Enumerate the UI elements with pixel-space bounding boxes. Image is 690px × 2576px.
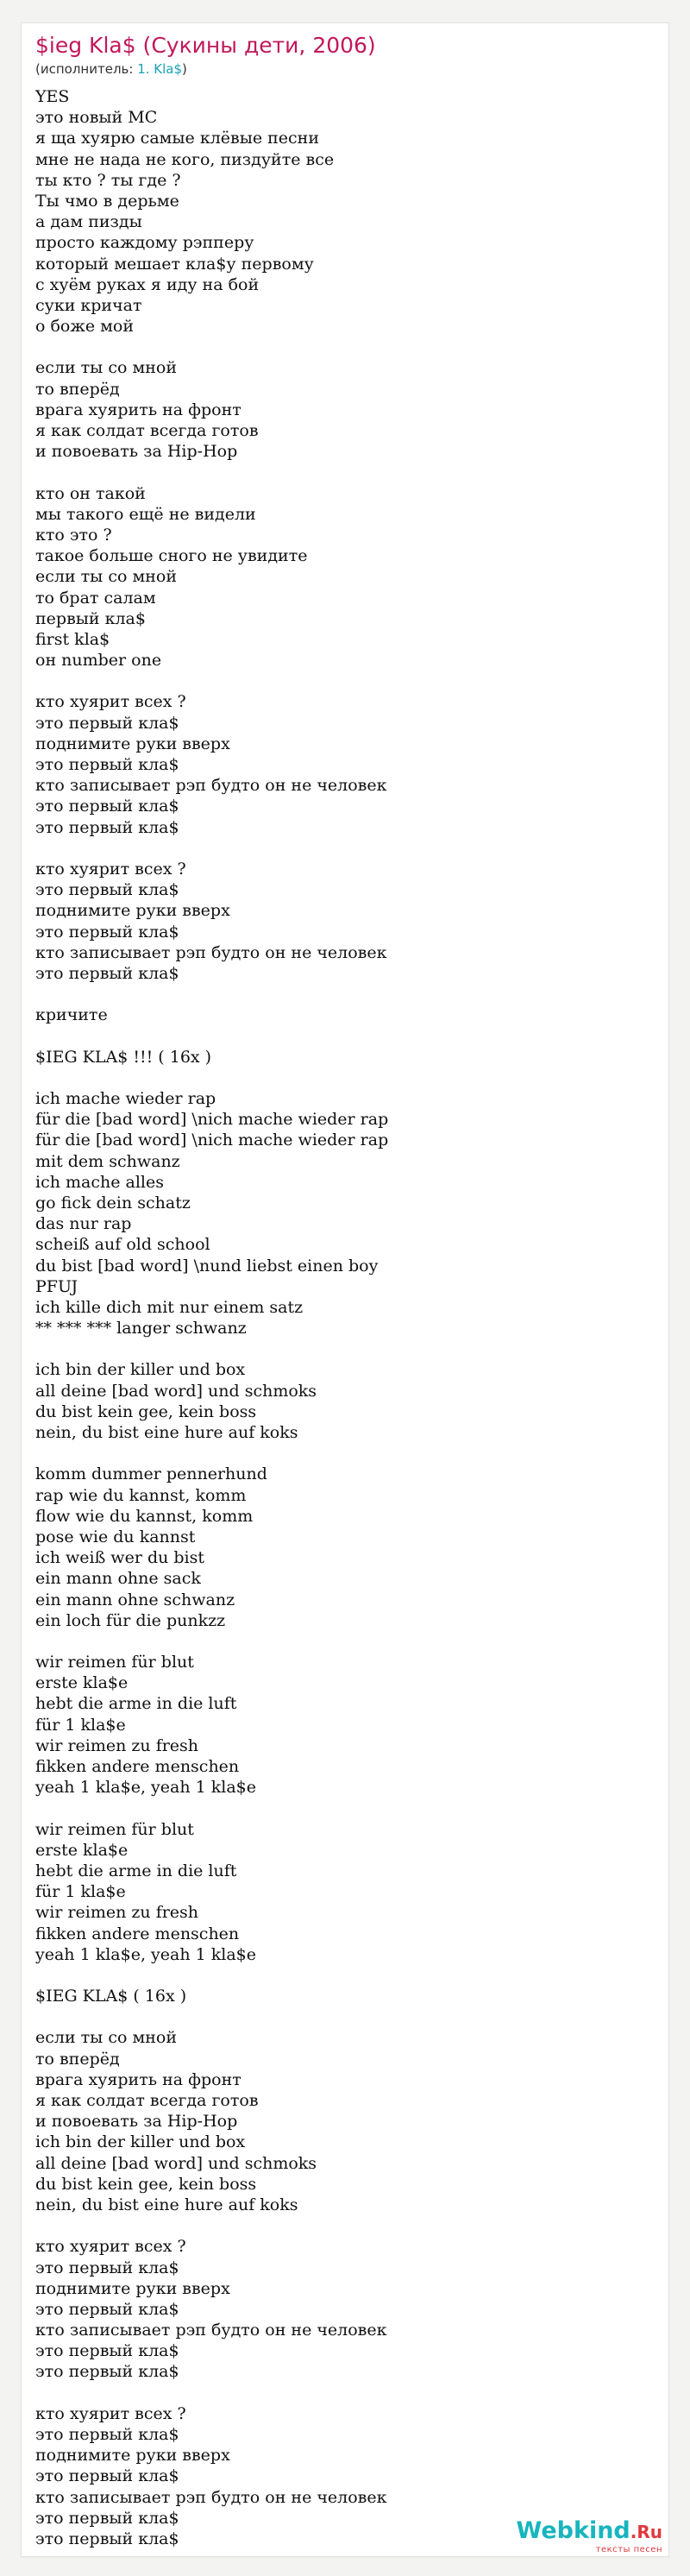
lyric-line: кто это ? (35, 525, 112, 545)
lyric-line: я ща хуярю самые клёвые песни (35, 129, 320, 148)
lyric-line: fikken andere menschen (35, 1924, 240, 1943)
lyric-line: scheiß auf old school (35, 1235, 210, 1255)
lyric-line: yeah 1 kla$e, yeah 1 kla$e (35, 1778, 256, 1798)
lyric-line: если ты со мной (35, 358, 177, 378)
lyric-line: это первый кла$ (35, 963, 179, 983)
lyric-line: это первый кла$ (35, 2508, 179, 2528)
lyric-line: кто хуярит всех ? (35, 2237, 186, 2257)
lyric-line: он number one (35, 651, 162, 671)
lyric-line: hebt die arme in die luft (35, 1694, 237, 1714)
lyric-line: wir reimen zu fresh (35, 1903, 199, 1923)
lyrics-stanza (35, 1652, 639, 1798)
lyrics-stanza (35, 1359, 639, 1443)
artist-suffix: ) (182, 61, 187, 77)
lyric-line: кричите (35, 1005, 108, 1025)
lyric-line: первый кла$ (35, 608, 146, 628)
lyric-line: это первый кла$ (35, 2258, 179, 2277)
lyric-line: это первый кла$ (35, 755, 179, 774)
lyric-line: ein mann ohne schwanz (35, 1590, 235, 1609)
lyrics-stanza (35, 86, 639, 337)
lyric-line: кто он такой (35, 483, 146, 503)
lyric-line: du bist kein gee, kein boss (35, 1401, 257, 1421)
lyric-line: ich bin der killer und box (35, 1360, 246, 1380)
lyric-line: mit dem schwanz (35, 1151, 180, 1171)
lyric-line: то вперёд (35, 379, 120, 399)
lyric-line: flow wie du kannst, komm (35, 1506, 254, 1526)
lyric-line: first kla$ (35, 629, 110, 649)
lyric-line: кто записывает рэп будто он не человек (35, 776, 387, 796)
lyric-line: если ты со мной (35, 2028, 177, 2048)
lyric-line: я как солдат всегда готов (35, 421, 259, 440)
lyric-line: это первый кла$ (35, 2341, 179, 2361)
lyric-line: такое больше сного не увидите (35, 546, 308, 566)
lyric-line: go fick dein schatz (35, 1193, 191, 1212)
logo-ru-text: .Ru (630, 2522, 662, 2542)
lyric-line: ты кто ? ты где ? (35, 170, 181, 190)
lyric-line: ich weiß wer du bist (35, 1548, 205, 1568)
lyric-line: и повоевать за Hip-Hop (35, 2112, 238, 2132)
lyric-line: $IEG KLA$ !!! ( 16x ) (35, 1047, 212, 1067)
lyric-line: это первый кла$ (35, 880, 179, 900)
lyric-line: то вперёд (35, 2049, 120, 2069)
lyric-line: hebt die arme in die luft (35, 1861, 237, 1880)
lyric-line: поднимите руки вверх (35, 901, 230, 921)
lyric-line: то брат салам (35, 588, 156, 608)
lyric-line: für die [bad word] \nich mache wieder rap (35, 1110, 389, 1130)
lyric-line: yeah 1 kla$e, yeah 1 kla$e (35, 1944, 256, 1964)
lyric-line: ein mann ohne sack (35, 1569, 201, 1589)
lyric-line: поднимите руки вверх (35, 2278, 230, 2298)
lyric-line: fikken andere menschen (35, 1757, 240, 1776)
lyric-line: all deine [bad word] und schmoks (35, 2153, 317, 2173)
lyric-line: wir reimen für blut (35, 1653, 194, 1672)
lyric-line: komm dummer pennerhund (35, 1464, 267, 1484)
lyric-line: erste kla$e (35, 1840, 129, 1860)
lyric-line: du bist kein gee, kein boss (35, 2174, 257, 2194)
lyric-line: это первый кла$ (35, 2425, 179, 2444)
lyric-line: это новый MC (35, 108, 158, 128)
lyrics-stanza (35, 2027, 639, 2215)
lyrics-stanza (35, 1088, 639, 1338)
lyric-line: а дам пизды (35, 212, 142, 232)
lyric-line: врага хуярить на фронт (35, 2069, 242, 2089)
lyric-line: ich bin der killer und box (35, 2132, 246, 2152)
lyric-line: мне не нада не кого, пиздуйте все (35, 149, 335, 169)
lyrics-stanza (35, 1986, 639, 2006)
lyric-line: это первый кла$ (35, 2299, 179, 2319)
lyric-line: nein, du bist eine hure auf koks (35, 2195, 298, 2214)
lyric-line: врага хуярить на фронт (35, 400, 242, 419)
lyric-line: кто записывает рэп будто он не человек (35, 2487, 387, 2507)
lyrics-stanza (35, 1005, 639, 1025)
logo-kind-text: kind (573, 2517, 630, 2544)
lyric-line: мы такого ещё не видели (35, 504, 256, 524)
lyric-line: für die [bad word] \nich mache wieder rap (35, 1131, 389, 1150)
lyric-line: wir reimen zu fresh (35, 1735, 199, 1755)
lyric-line: кто записывает рэп будто он не человек (35, 942, 387, 962)
site-logo[interactable] (517, 2518, 662, 2555)
artist-prefix: (исполнитель: (35, 61, 138, 77)
lyric-line: просто каждому рэпперу (35, 233, 254, 253)
logo-tagline: тексты песен (595, 2545, 662, 2554)
lyric-line: ich mache wieder rap (35, 1089, 216, 1108)
lyric-line: YES (35, 87, 70, 106)
lyric-line: это первый кла$ (35, 817, 179, 837)
lyric-line: это первый кла$ (35, 713, 179, 733)
lyrics-stanza (35, 691, 639, 837)
lyrics-stanza (35, 1464, 639, 1631)
lyric-line: ich mache alles (35, 1172, 164, 1192)
lyric-line: nein, du bist eine hure auf koks (35, 1423, 298, 1442)
lyric-line: ** *** *** langer schwanz (35, 1319, 247, 1338)
lyric-line: rap wie du kannst, komm (35, 1485, 247, 1505)
lyric-line: du bist [bad word] \nund liebst einen boy (35, 1256, 379, 1275)
song-title: $ieg Kla$ (Сукины дети, 2006) (35, 33, 376, 58)
lyric-line: кто хуярит всех ? (35, 692, 186, 712)
lyric-line: wir reimen für blut (35, 1819, 194, 1839)
lyric-line: суки кричат (35, 295, 142, 315)
lyric-line: Ты чмо в дерьме (35, 191, 179, 211)
lyric-line: это первый кла$ (35, 2466, 179, 2486)
lyric-line: это первый кла$ (35, 922, 179, 942)
lyric-line: кто хуярит всех ? (35, 859, 186, 879)
lyric-line: это первый кла$ (35, 2529, 179, 2548)
lyric-line: который мешает кла$у первому (35, 254, 314, 274)
lyric-line: für 1 kla$e (35, 1715, 126, 1735)
lyric-line: all deine [bad word] und schmoks (35, 1381, 317, 1401)
lyric-line: кто записывает рэп будто он не человек (35, 2321, 387, 2340)
lyric-line: $IEG KLA$ ( 16x ) (35, 1987, 187, 2006)
lyric-line: ich kille dich mit nur einem satz (35, 1297, 304, 1317)
lyric-line: für 1 kla$e (35, 1882, 126, 1902)
lyric-line: я как солдат всегда готов (35, 2091, 259, 2110)
lyrics-stanza (35, 483, 639, 671)
lyrics-body (35, 86, 639, 2570)
lyrics-stanza (35, 859, 639, 984)
artist-link[interactable]: 1. Kla$ (137, 61, 183, 77)
logo-web-text: Web (516, 2517, 574, 2544)
lyric-line: PFUJ (35, 1276, 78, 1296)
lyric-line: erste kla$e (35, 1673, 129, 1693)
lyric-line: ein loch für die punkzz (35, 1610, 226, 1630)
lyric-line: это первый кла$ (35, 2362, 179, 2382)
lyric-line: это первый кла$ (35, 797, 179, 816)
artist-line (35, 60, 187, 78)
lyric-line: поднимите руки вверх (35, 734, 230, 753)
lyric-line: поднимите руки вверх (35, 2446, 230, 2466)
lyrics-stanza (35, 1047, 639, 1068)
lyric-line: о боже мой (35, 317, 134, 337)
lyric-line: и повоевать за Hip-Hop (35, 442, 238, 462)
lyrics-stanza (35, 2236, 639, 2382)
lyric-line: pose wie du kannst (35, 1527, 196, 1546)
lyric-line: если ты со мной (35, 567, 177, 587)
lyrics-stanza (35, 357, 639, 462)
lyric-line: с хуём руках я иду на бой (35, 274, 260, 294)
lyric-line: das nur rap (35, 1214, 132, 1234)
lyrics-stanza (35, 1819, 639, 1965)
lyric-line: кто хуярит всех ? (35, 2403, 186, 2423)
